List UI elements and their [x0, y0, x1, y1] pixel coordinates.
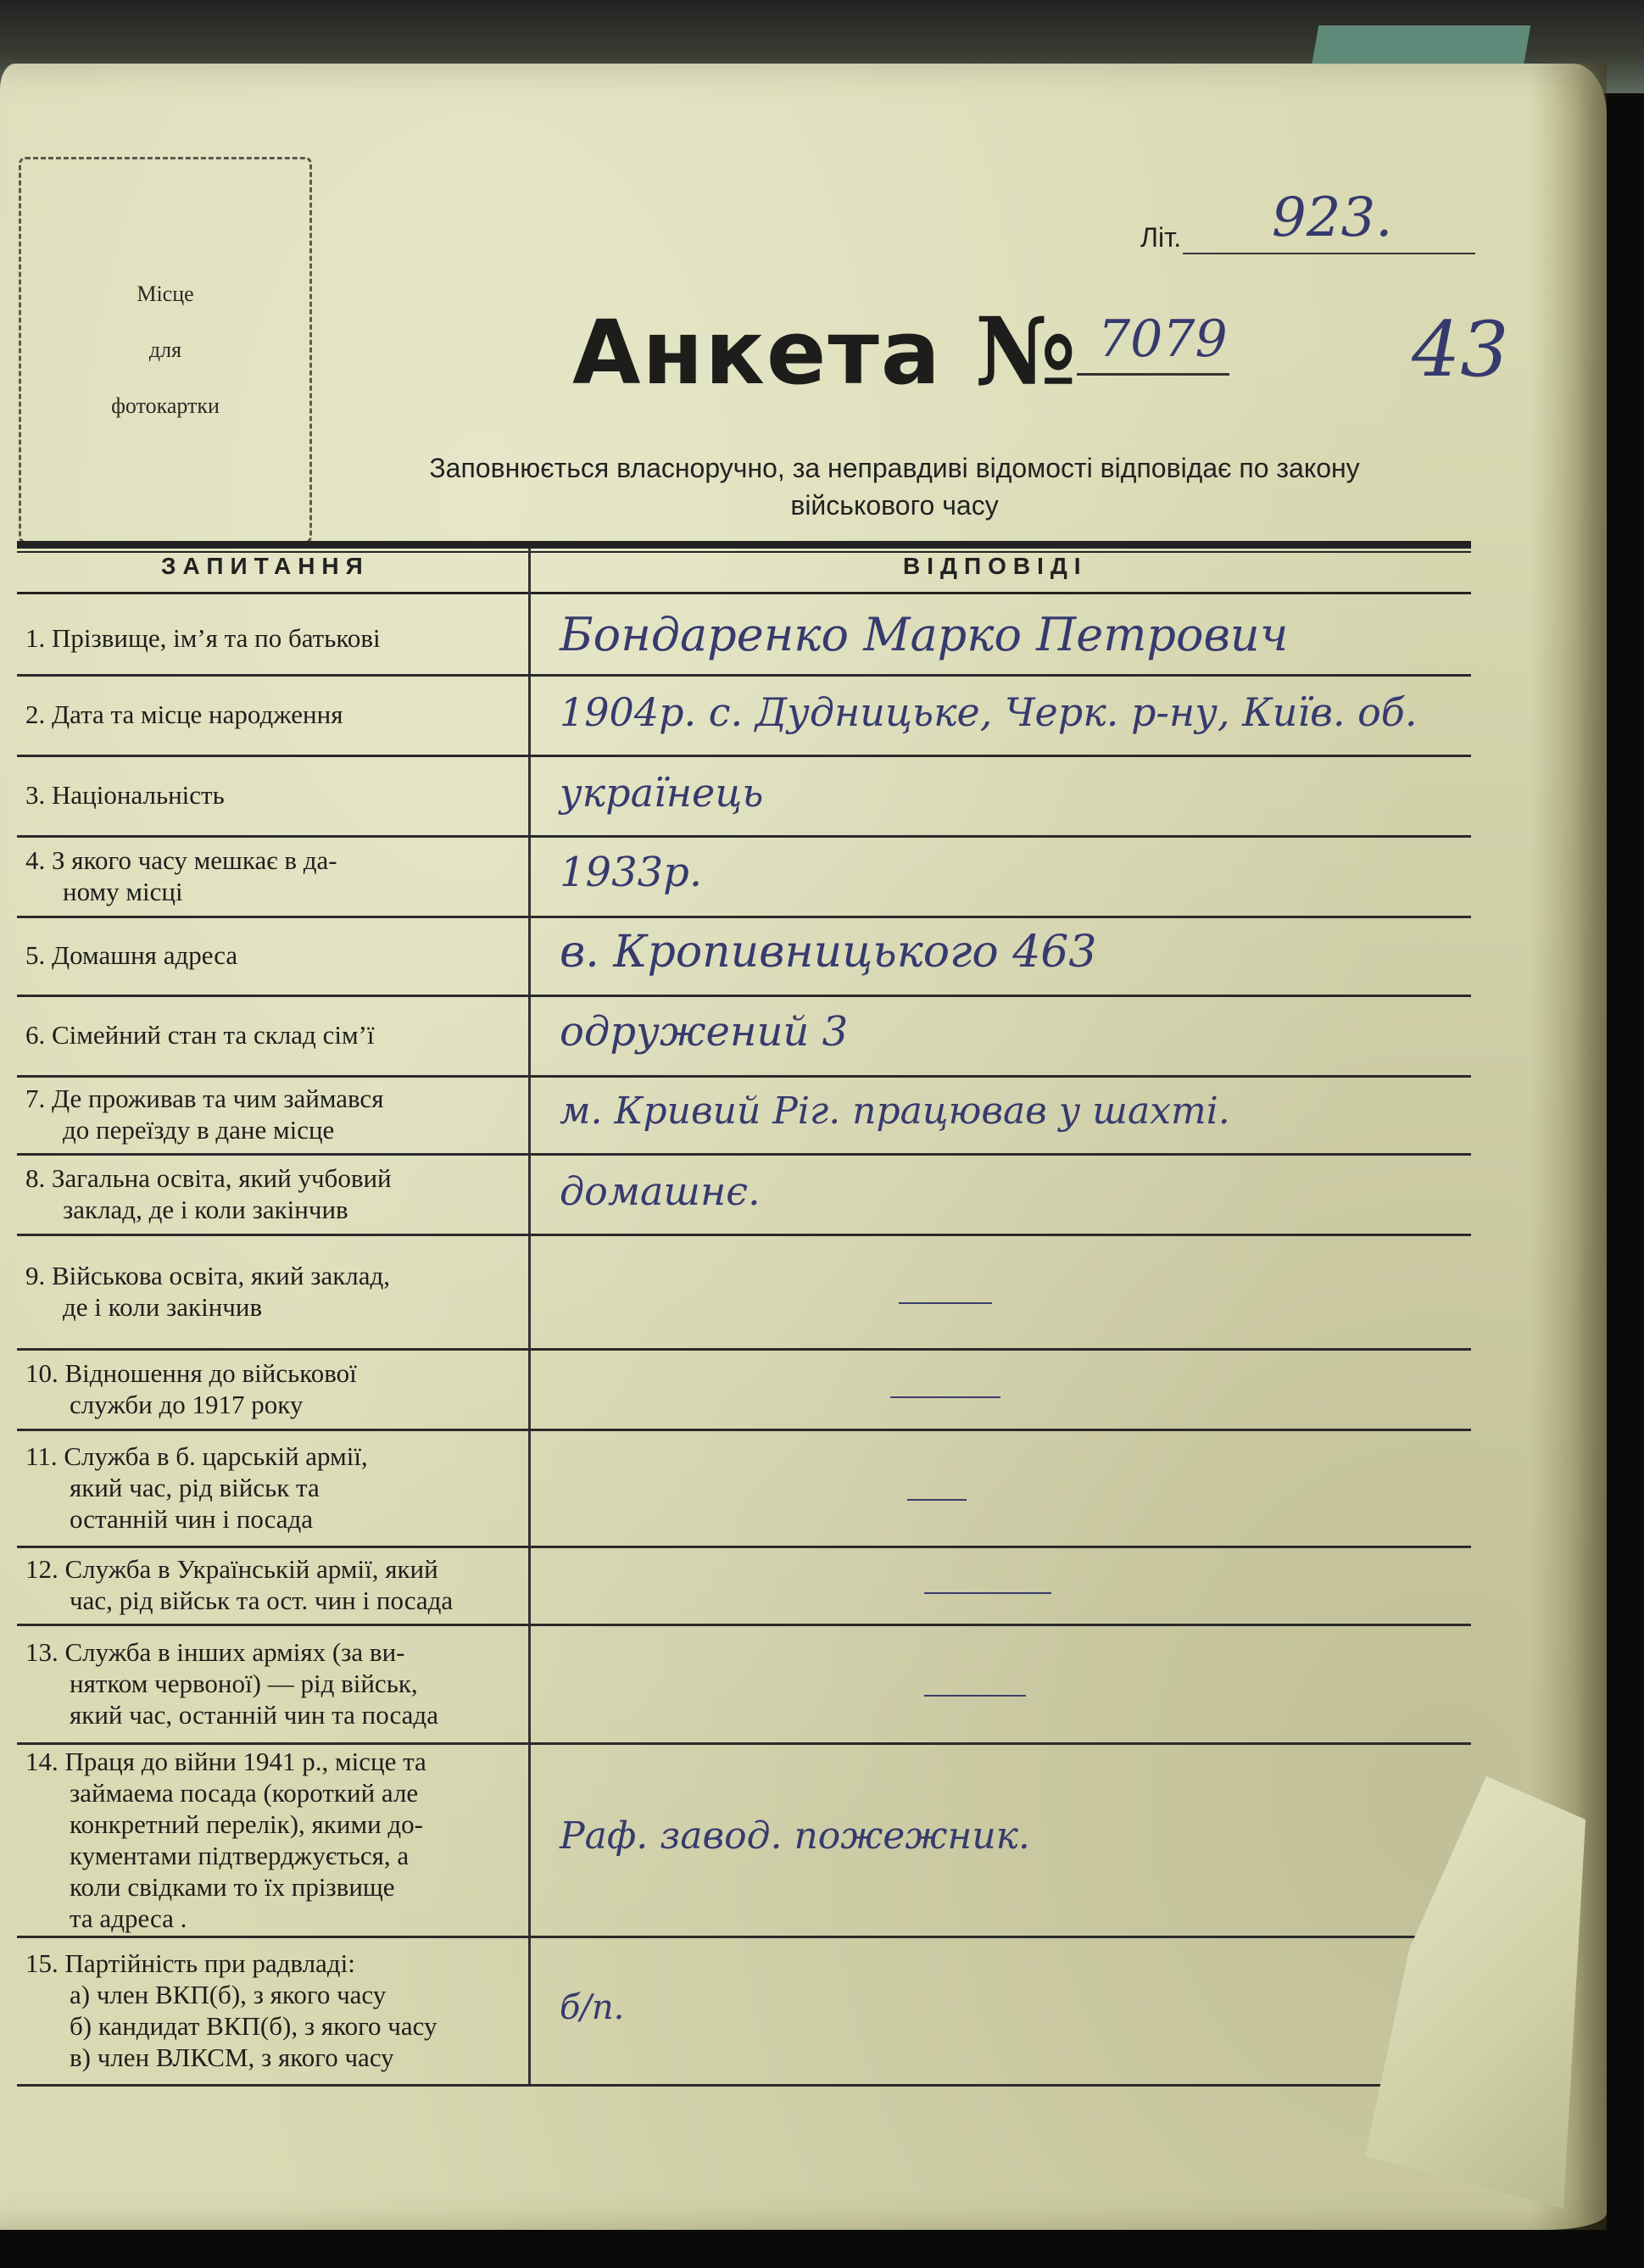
lit-label: Літ. — [1140, 222, 1182, 253]
question-line: кументами підтверджується, а — [70, 1841, 410, 1870]
question-line: ному місці — [63, 876, 183, 906]
column-header-questions: ЗАПИТАННЯ — [161, 553, 370, 579]
question-line: а) член ВКП(б), з якого часу — [70, 1979, 387, 2009]
question-4 — [25, 844, 534, 907]
question-7 — [25, 1083, 534, 1145]
question-line: 12. Служба в Українській армії, який — [25, 1554, 438, 1584]
row-divider — [17, 1936, 1471, 1938]
question-line: 2. Дата та місце народження — [25, 699, 343, 729]
answer-dash-12 — [924, 1592, 1051, 1594]
number-sign: № — [975, 297, 1077, 406]
question-13 — [25, 1636, 534, 1730]
answer-dash-9 — [899, 1302, 992, 1304]
question-line: 9. Військова освіта, який заклад, — [25, 1260, 391, 1290]
photo-box-line-3: фотокартки — [111, 393, 220, 418]
question-line: коли свідками то їх прізвище — [70, 1872, 395, 1902]
question-3 — [25, 779, 534, 811]
question-line: та адреса . — [70, 1903, 187, 1933]
answer-dash-10 — [890, 1396, 1000, 1398]
row-divider — [17, 674, 1471, 677]
question-8 — [25, 1162, 534, 1225]
question-line: служби до 1917 року — [70, 1389, 304, 1419]
row-divider — [17, 916, 1471, 918]
question-2 — [25, 699, 534, 730]
photo-placeholder-box — [19, 157, 312, 543]
row-divider — [17, 995, 1471, 997]
form-instructions — [331, 449, 1458, 524]
header-thick-rule — [17, 541, 1471, 549]
answer-5: в. Кропивницького 463 — [560, 926, 1097, 978]
question-line: 10. Відношення до військової — [25, 1357, 357, 1388]
question-12 — [25, 1553, 534, 1616]
row-divider — [17, 1546, 1471, 1548]
answer-4: 1933р. — [560, 849, 703, 897]
photo-box-line-2: для — [148, 337, 182, 362]
answer-7: м. Кривий Ріг. працював у шахті. — [560, 1089, 1230, 1134]
row-divider — [17, 1742, 1471, 1745]
question-line: 13. Служба в інших арміях (за ви- — [25, 1636, 405, 1667]
row-divider — [17, 1153, 1471, 1156]
question-line: останній чин і посада — [70, 1503, 314, 1534]
answer-dash-13 — [924, 1695, 1026, 1697]
question-line: 15. Партійність при радвладі: — [25, 1948, 355, 1978]
answer-8: домашнє. — [560, 1167, 761, 1214]
question-line: нятком червоної) — рід військ, — [70, 1668, 418, 1698]
lit-underline — [1183, 253, 1475, 254]
row-divider — [17, 835, 1471, 838]
answer-1: Бондаренко Марко Петрович — [560, 608, 1289, 662]
question-1 — [25, 622, 534, 654]
question-line: заклад, де і коли закінчив — [63, 1194, 348, 1224]
question-line: 6. Сімейний стан та склад сім’ї — [25, 1020, 375, 1050]
answer-2: 1904р. с. Дудницьке, Черк. р-ну, Київ. об. — [560, 688, 1418, 735]
question-line: 7. Де проживав та чим займався — [25, 1084, 384, 1113]
question-9 — [25, 1260, 534, 1323]
question-14 — [25, 1746, 534, 1934]
question-11 — [25, 1440, 534, 1535]
question-line: до переїзду в дане місце — [63, 1115, 335, 1145]
column-header-rule — [17, 592, 1471, 594]
question-line: конкретний перелік), якими до- — [70, 1809, 424, 1839]
question-10 — [25, 1357, 534, 1420]
row-divider — [17, 755, 1471, 757]
column-header-answers: ВІДПОВІДІ — [903, 553, 1088, 579]
answer-15: б/п. — [560, 1987, 625, 2027]
lit-handwritten-value: 923. — [1272, 187, 1393, 249]
answer-3: українець — [560, 769, 764, 816]
side-handwritten-number: 43 — [1412, 305, 1509, 394]
question-line: 8. Загальна освіта, який учбовий — [25, 1162, 392, 1193]
row-divider — [17, 1234, 1471, 1236]
number-underline — [1077, 373, 1229, 376]
question-line: 11. Служба в б. царській армії, — [25, 1440, 368, 1471]
question-15 — [25, 1948, 534, 2073]
answer-14: Раф. завод. пожежник. — [560, 1814, 1030, 1858]
question-line: час, рід військ та ост. чин і посада — [70, 1585, 454, 1615]
question-line: який час, рід військ та — [70, 1472, 320, 1502]
question-line: займаема посада (короткий але — [70, 1778, 419, 1808]
question-line: 14. Праця до війни 1941 р., місце та — [25, 1747, 426, 1776]
row-divider — [17, 1348, 1471, 1351]
answer-dash-11 — [907, 1499, 967, 1501]
row-divider — [17, 1075, 1471, 1078]
question-6 — [25, 1019, 534, 1050]
question-5 — [25, 939, 534, 971]
instructions-line-1: Заповнюється власноручно, за неправдиві відомості відповідає по закону — [429, 453, 1360, 483]
row-divider — [17, 1429, 1471, 1431]
question-line: де і коли закінчив — [63, 1291, 263, 1322]
table-bottom-rule — [17, 2084, 1505, 2087]
question-line: 1. Прізвище, ім’я та по батькові — [25, 623, 381, 653]
form-number-handwritten: 7079 — [1098, 309, 1228, 369]
question-line: в) член ВЛКСМ, з якого часу — [70, 2042, 394, 2072]
question-line: 3. Національність — [25, 780, 225, 810]
row-divider — [17, 1624, 1471, 1626]
question-line: б) кандидат ВКП(б), з якого часу — [70, 2010, 437, 2041]
question-line: 4. З якого часу мешкає в да- — [25, 844, 337, 875]
answer-6: одружений 3 — [560, 1008, 849, 1056]
instructions-line-2: військового часу — [790, 490, 999, 521]
question-line: який час, останній чин та посада — [70, 1699, 438, 1730]
question-line: 5. Домашня адреса — [25, 940, 238, 970]
form-title: Анкета — [572, 301, 942, 404]
photo-box-line-1: Місце — [137, 281, 194, 306]
